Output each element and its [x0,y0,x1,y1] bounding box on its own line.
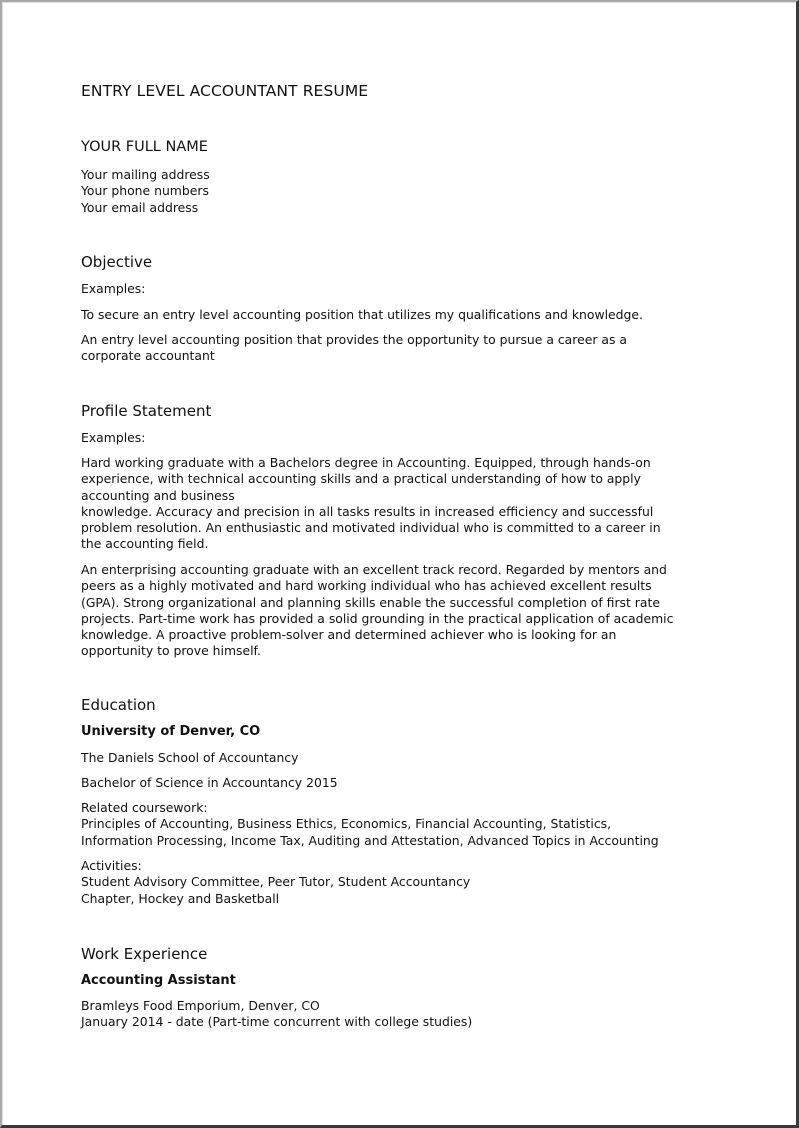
objective-example-2-line: An entry level accounting position that provides the opportunity to pursue a career as a [81,332,627,347]
document-title: ENTRY LEVEL ACCOUNTANT RESUME [81,82,369,100]
institution-name: University of Denver, CO [81,724,261,739]
objective-examples-label: Examples: [81,281,146,296]
profile-example-1-line: Hard working graduate with a Bachelors degree in Accounting. Equipped, through hands-on [81,455,651,470]
employment-dates: January 2014 - date (Part-time concurrent with college studies) [81,1014,473,1030]
profile-examples-label: Examples: [81,430,146,445]
profile-example-1-line: knowledge. Accuracy and precision in all tasks results in increased efficiency and successful [81,503,654,519]
profile-example-1-line: experience, with technical accounting skills and a practical understanding of how to apply [81,471,641,487]
coursework-line: Principles of Accounting, Business Ethics, Economics, Financial Accounting, Statistics, [81,816,612,832]
profile-example-1-line: problem resolution. An enthusiastic and motivated individual who is committed to a career in [81,520,661,536]
coursework-line: Information Processing, Income Tax, Auditing and Attestation, Advanced Topics in Accounting [81,832,659,848]
profile-heading: Profile Statement [81,402,212,420]
profile-example-2-line: opportunity to prove himself. [81,643,261,659]
mailing-address: Your mailing address [81,167,210,182]
school-name: The Daniels School of Accountancy [81,750,299,765]
coursework [81,800,659,849]
phone-numbers: Your phone numbers [81,183,209,199]
activities-line: Chapter, Hockey and Basketball [81,890,280,906]
profile-example-2-line: An enterprising accounting graduate with an excellent track record. Regarded by mentors and [81,562,667,577]
employer: Bramleys Food Emporium, Denver, CO [81,998,320,1013]
profile-example-2-line: projects. Part-time work has provided a solid grounding in the practical application of academic [81,610,674,626]
profile-example-2-line: knowledge. A proactive problem-solver and determined achiever who is looking for an [81,627,617,643]
profile-example-1-line: accounting and business [81,487,235,503]
degree: Bachelor of Science in Accountancy 2015 [81,775,338,790]
education-heading: Education [81,696,156,714]
activities-label: Activities: [81,858,142,873]
objective-example-1: To secure an entry level accounting position that utilizes my qualifications and knowledge. [81,307,643,322]
profile-example-2-line: (GPA). Strong organizational and planning skills enable the successful completion of first rate [81,594,660,610]
job-details [81,998,472,1031]
work-experience-heading: Work Experience [81,945,208,963]
email-address: Your email address [81,199,199,215]
profile-example-2-line: peers as a highly motivated and hard working individual who has achieved excellent results [81,578,652,594]
activities [81,858,470,907]
profile-example-1 [81,455,661,553]
objective-example-2 [81,332,627,365]
profile-example-1-line: the accounting field. [81,536,209,552]
coursework-label: Related coursework: [81,800,208,815]
objective-heading: Objective [81,253,153,271]
full-name: YOUR FULL NAME [81,139,208,155]
activities-line: Student Advisory Committee, Peer Tutor, Student Accountancy [81,874,471,890]
profile-example-2 [81,562,673,660]
objective-example-2-line: corporate accountant [81,348,215,364]
job-title: Accounting Assistant [81,973,236,988]
contact-block [81,167,210,216]
